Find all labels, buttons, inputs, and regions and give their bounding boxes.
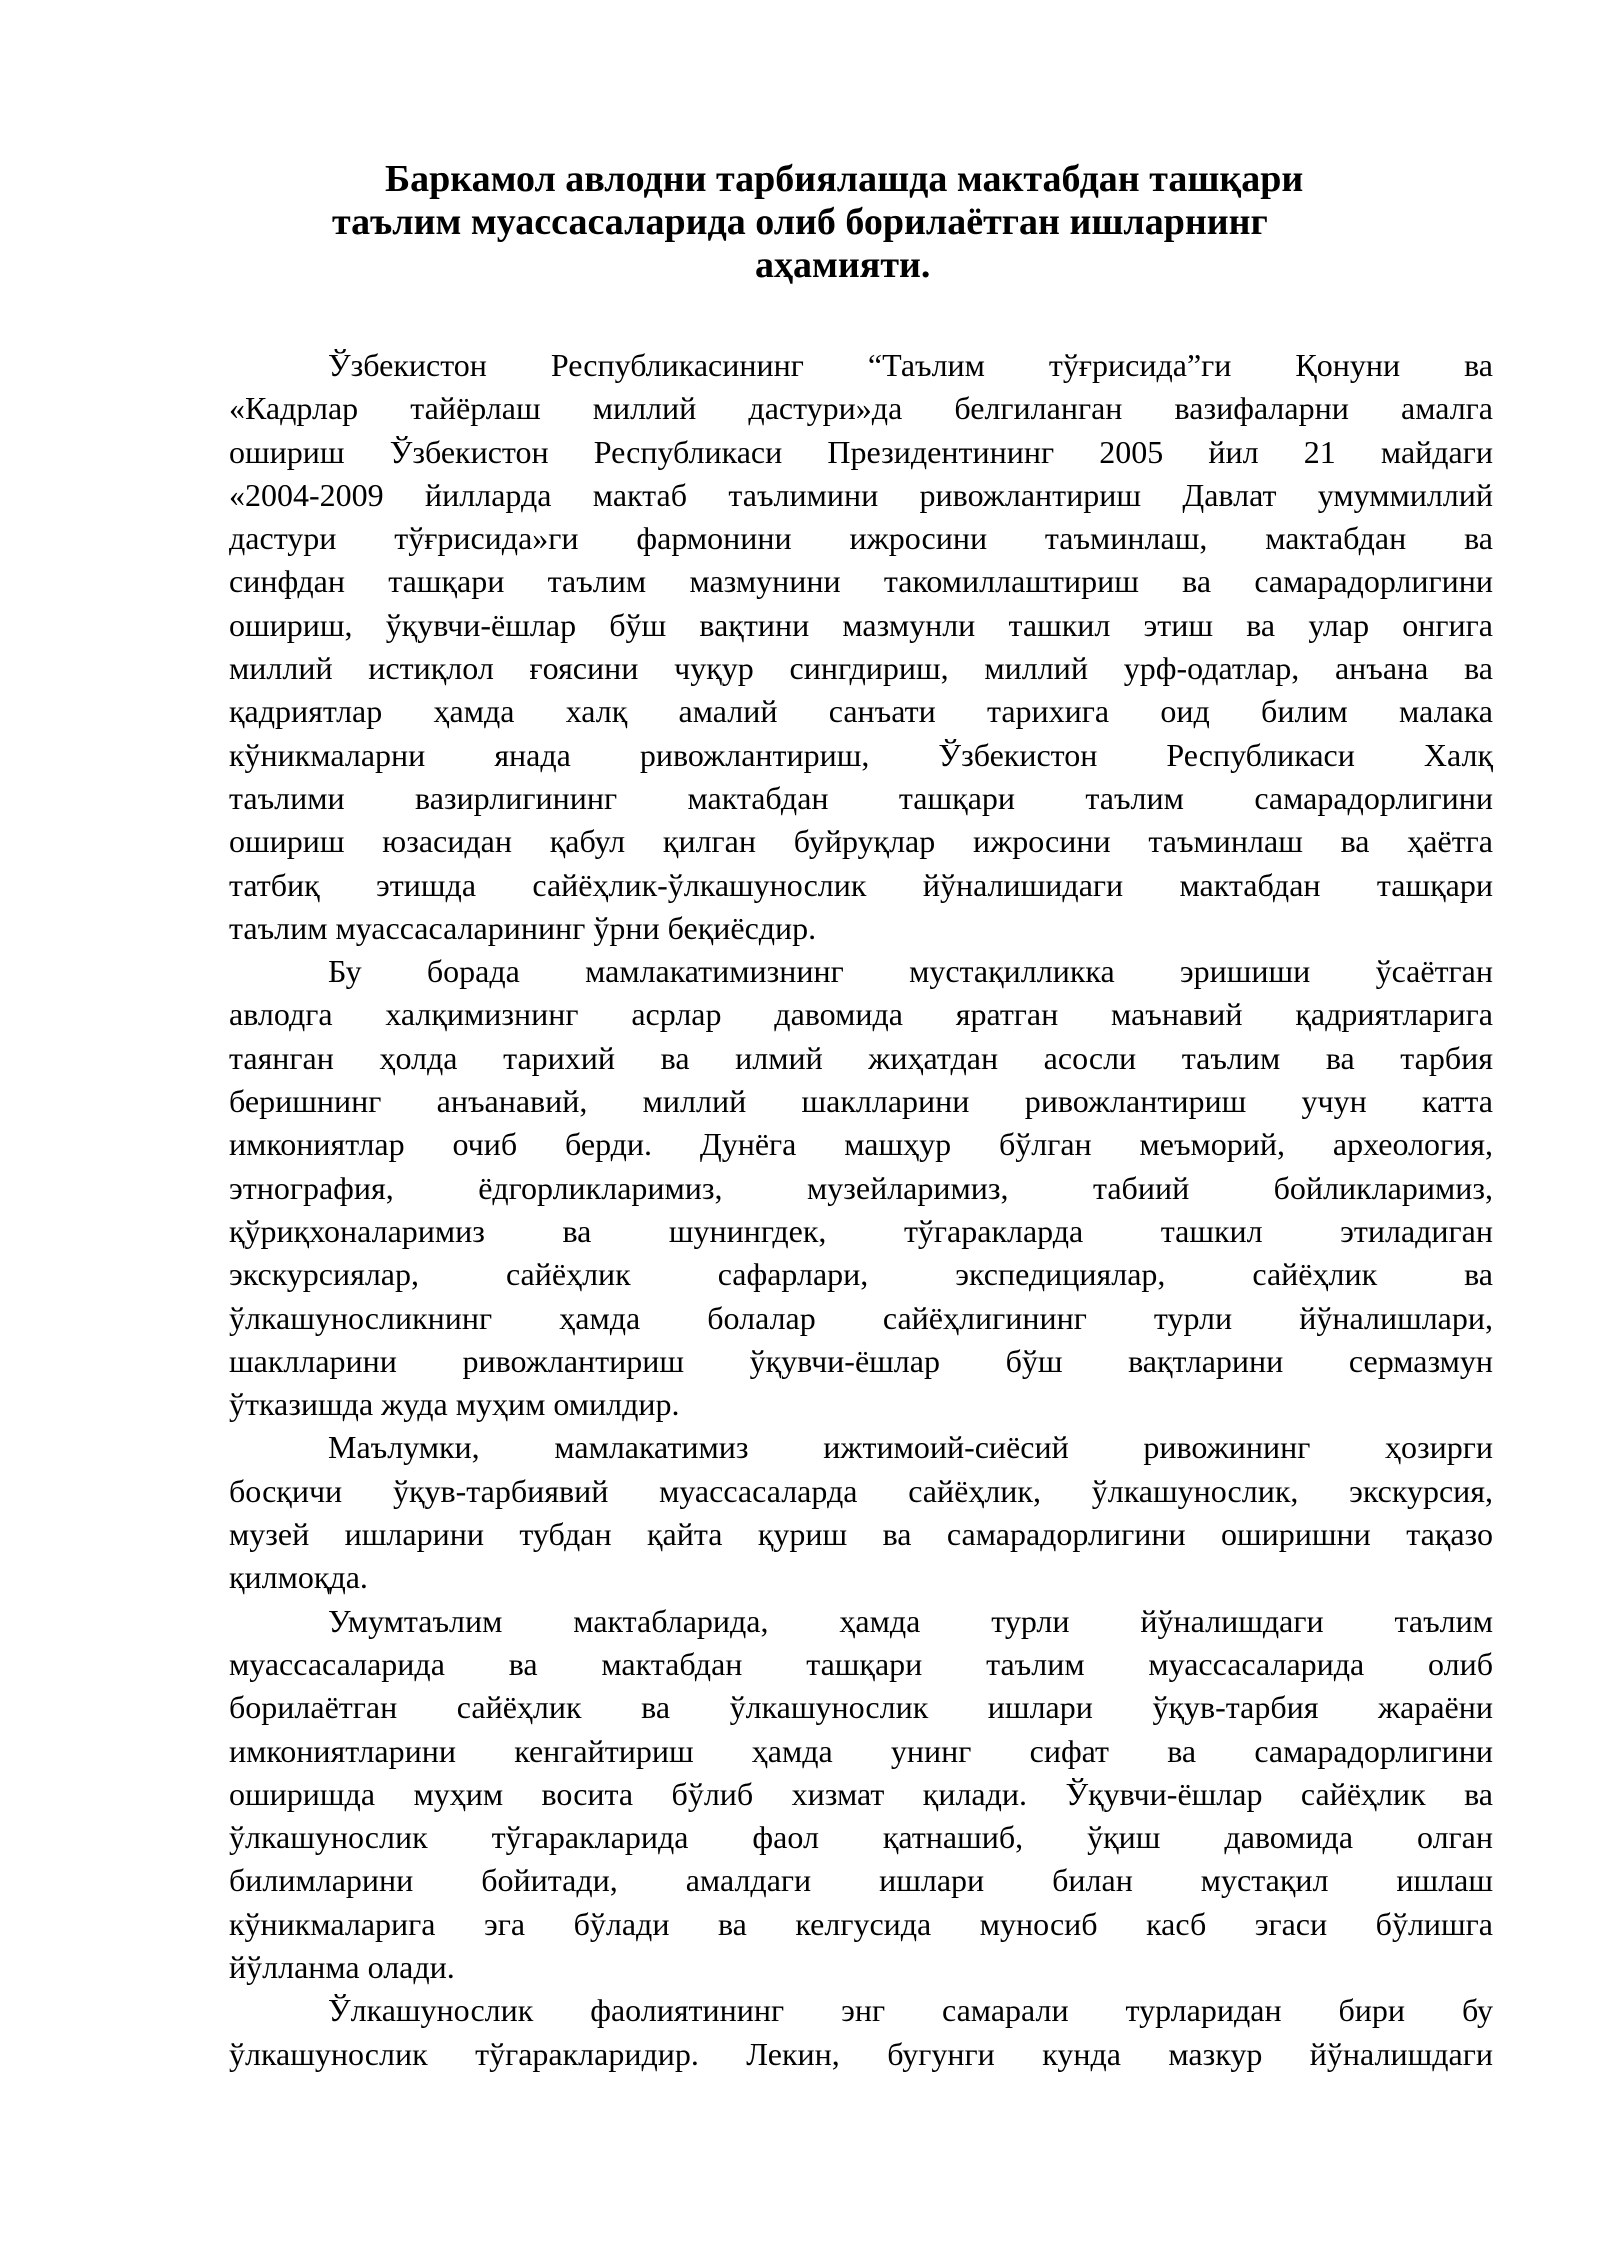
document-body — [229, 344, 1493, 2076]
text-line: Маълумки, мамлакатимиз ижтимоий-сиёсий ривожининг ҳозирги — [328, 1429, 1493, 1466]
text-line: босқичи ўқув-тарбиявий муассасаларда сайёҳлик, ўлкашунослик, экскурсия, — [229, 1472, 1493, 1509]
text-line: йўлланма олади. — [229, 1948, 455, 1985]
text-line: ошириш, ўқувчи-ёшлар бўш вақтини мазмунли ташкил этиш ва улар онгига — [229, 606, 1493, 643]
text-line: борилаётган сайёҳлик ва ўлкашунослик ишлари ўқув-тарбия жараёни — [229, 1689, 1493, 1726]
text-line: қадриятлар ҳамда халқ амалий санъати тарихига оид билим малака — [229, 693, 1493, 730]
text-line: кўникмаларни янада ривожлантириш, Ўзбекистон Республикаси Халқ — [229, 736, 1493, 773]
text-line: ошириш юзасидан қабул қилган буйруқлар ижросини таъминлаш ва ҳаётга — [229, 823, 1493, 860]
text-line: таянган ҳолда тарихий ва илмий жиҳатдан асосли таълим ва тарбия — [229, 1039, 1493, 1076]
text-line: дастури тўғрисида»ги фармонини ижросини таъминлаш, мактабдан ва — [229, 520, 1493, 557]
text-line: синфдан ташқари таълим мазмунини такомиллаштириш ва самарадорлигини — [229, 563, 1493, 600]
text-line: қўриқхоналаримиз ва шунингдек, тўгаракларда ташкил этиладиган — [229, 1212, 1493, 1249]
text-line: Ўзбекистон Республикасининг “Таълим тўғрисида”ги Қонуни ва — [328, 347, 1493, 383]
text-line: авлодга халқимизнинг асрлар давомида яратган маънавий қадриятларига — [229, 996, 1493, 1033]
title-line: аҳамияти. — [755, 244, 931, 286]
text-line: миллий истиқлол ғоясини чуқур сингдириш, миллий урф-одатлар, анъана ва — [229, 650, 1493, 687]
paragraph-3 — [229, 1426, 1493, 1599]
text-line: ўлкашуносликнинг ҳамда болалар сайёҳлигининг турли йўналишлари, — [229, 1299, 1493, 1336]
title-line: Баркамол авлодни тарбиялашда мактабдан ташқари — [385, 158, 1304, 200]
text-line: шаклларини ривожлантириш ўқувчи-ёшлар бўш вақтларини сермазмун — [229, 1342, 1493, 1379]
text-line: ўлкашунослик тўгаракларидир. Лекин, бугунги кунда мазкур йўналишдаги — [229, 2035, 1493, 2072]
paragraph-2 — [229, 950, 1493, 1426]
title-line: таълим муассасаларида олиб борилаётган ишларнинг — [332, 201, 1268, 243]
text-line: муассасаларида ва мактабдан ташқари таълим муассасаларида олиб — [229, 1645, 1493, 1682]
text-line: таълим муассасаларининг ўрни беқиёсдир. — [229, 909, 817, 946]
text-line: «Кадрлар тайёрлаш миллий дастури»да белгиланган вазифаларни амалга — [229, 390, 1493, 427]
paragraph-4 — [229, 1600, 1493, 1990]
text-line: беришнинг анъанавий, миллий шаклларини ривожлантириш учун катта — [229, 1083, 1493, 1120]
text-line: музей ишларини тубдан қайта қуриш ва самарадорлигини оширишни тақазо — [229, 1516, 1493, 1553]
paragraph-5 — [229, 1989, 1493, 2076]
text-line: экскурсиялар, сайёҳлик сафарлари, экспедициялар, сайёҳлик ва — [229, 1256, 1493, 1293]
text-line: ўлкашунослик тўгаракларида фаол қатнашиб, ўқиш давомида олган — [229, 1819, 1493, 1856]
text-line: кўникмаларига эга бўлади ва келгусида муносиб касб эгаси бўлишга — [229, 1905, 1493, 1942]
text-line: қилмоқда. — [229, 1559, 368, 1596]
paragraph-1 — [229, 344, 1493, 950]
text-line: татбиқ этишда сайёҳлик-ўлкашунослик йўналишидаги мактабдан ташқари — [229, 866, 1493, 903]
text-line: оширишда муҳим восита бўлиб хизмат қилади. Ўқувчи-ёшлар сайёҳлик ва — [229, 1775, 1493, 1812]
text-line: Бу борада мамлакатимизнинг мустақилликка эришиши ўсаётган — [328, 953, 1493, 990]
text-line: Ўлкашунослик фаолиятининг энг самарали турларидан бири бу — [328, 1992, 1493, 2029]
text-line: ошириш Ўзбекистон Республикаси Президентининг 2005 йил 21 майдаги — [229, 433, 1493, 470]
text-line: этнография, ёдгорликларимиз, музейларимиз, табиий бойликларимиз, — [229, 1169, 1493, 1206]
text-line: «2004-2009 йилларда мактаб таълимини ривожлантириш Давлат умуммиллий — [229, 476, 1493, 513]
text-line: билимларини бойитади, амалдаги ишлари билан мустақил ишлаш — [229, 1862, 1493, 1899]
text-line: таълими вазирлигининг мактабдан ташқари таълим самарадорлигини — [229, 779, 1493, 816]
document-title — [300, 158, 1500, 287]
text-line: имкониятларини кенгайтириш ҳамда унинг сифат ва самарадорлигини — [229, 1732, 1493, 1769]
text-line: имкониятлар очиб берди. Дунёга машҳур бўлган меъморий, археология, — [229, 1126, 1493, 1163]
text-line: Умумтаълим мактабларида, ҳамда турли йўналишдаги таълим — [328, 1602, 1493, 1639]
text-line: ўтказишда жуда муҳим омилдир. — [229, 1386, 680, 1423]
